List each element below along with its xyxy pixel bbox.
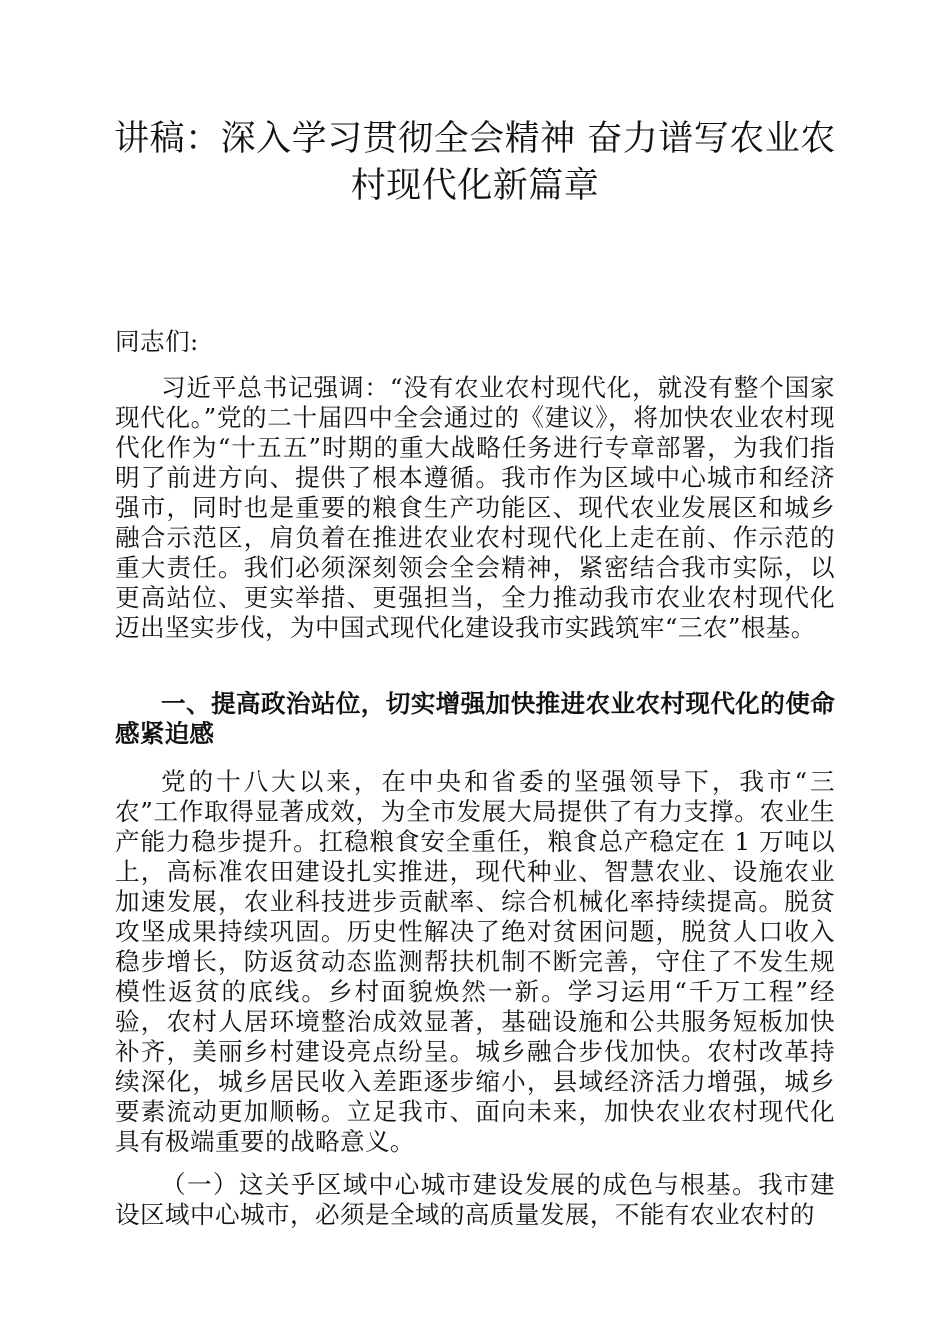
document-title: 讲稿：深入学习贯彻全会精神 奋力谱写农业农村现代化新篇章 <box>114 119 836 206</box>
section-1-paragraph: 党的十八大以来，在中央和省委的坚强领导下，我市“三农”工作取得显著成效，为全市发展大局提供了有力支撑。农业生产能力稳步提升。扛稳粮食安全重任，粮食总产稳定在 1 万吨以上，高标准农田建设扎实推进，现代种业、智慧农业、设施农业加速发展，农业科技进步贡献率、综合机械化率持续提高。脱贫攻坚成果持续巩固。历史性解决了绝对贫困问题，脱贫人口收入稳步增长，防返贫动态监测帮扶机制不断完善，守住了不发生规模性返贫的底线。乡村面貌焕然一新。学习运用“千万工程”经验，农村人居环境整治成效显著，基础设施和公共服务短板加快补齐，美丽乡村建设亮点纷呈。城乡融合步伐加快。农村改革持续深化，城乡居民收入差距逐步缩小，县域经济活力增强，城乡要素流动更加顺畅。立足我市、面向未来，加快农业农村现代化具有极端重要的战略意义。 <box>115 767 835 1156</box>
intro-paragraph: 习近平总书记强调：“没有农业农村现代化，就没有整个国家现代化。”党的二十届四中全会通过的《建议》，将加快农业农村现代化作为“十五五”时期的重大战略任务进行专章部署，为我们指明了前进方向、提供了根本遵循。我市作为区域中心城市和经济强市，同时也是重要的粮食生产功能区、现代农业发展区和城乡融合示范区，肩负着在推进农业农村现代化上走在前、作示范的重大责任。我们必须深刻领会全会精神，紧密结合我市实际，以更高站位、更实举措、更强担当，全力推动我市农业农村现代化迈出坚实步伐，为中国式现代化建设我市实践筑牢“三农”根基。 <box>115 373 835 642</box>
salutation: 同志们: <box>115 327 199 356</box>
subsection-1-paragraph: （一）这关乎区域中心城市建设发展的成色与根基。我市建设区域中心城市，必须是全域的高质量发展，不能有农业农村的 <box>115 1170 835 1229</box>
section-heading-1: 一、提高政治站位，切实增强加快推进农业农村现代化的使命感紧迫感 <box>115 689 835 748</box>
